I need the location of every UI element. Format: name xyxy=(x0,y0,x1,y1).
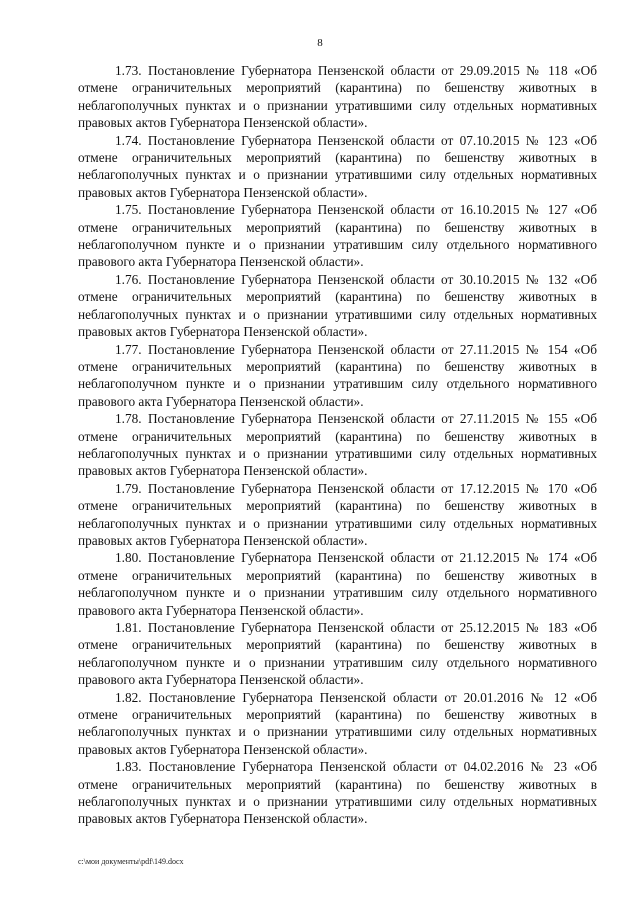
item-title: «Об отмене ограничительных мероприятий (карантина) по бешенству животных в неблагополучном пункте и о признании утратившим силу отдельного нормативного правового акта Губернатора Пензенской области». xyxy=(78,620,597,688)
footer-file-path: c:\мои документы\pdf\149.docx xyxy=(78,857,184,866)
item-heading: Постановление Губернатора Пензенской области от 20.01.2016 № 12 xyxy=(148,689,567,705)
item-number: 1.77. xyxy=(115,341,142,357)
item-title: «Об отмене ограничительных мероприятий (карантина) по бешенству животных в неблагополучных пунктах и о признании утратившими силу отдельных нормативных правовых актов Губернатора Пензенской области». xyxy=(78,132,597,200)
item-number: 1.78. xyxy=(115,411,142,427)
item-number: 1.75. xyxy=(115,202,142,218)
item-heading: Постановление Губернатора Пензенской области от 16.10.2015 № 127 xyxy=(147,202,568,218)
item-number: 1.82. xyxy=(115,689,142,705)
item-title: «Об отмене ограничительных мероприятий (карантина) по бешенству животных в неблагополучных пунктах и о признании утратившими силу отдельных нормативных правовых актов Губернатора Пензенской области». xyxy=(78,759,597,827)
item-title: «Об отмене ограничительных мероприятий (карантина) по бешенству животных в неблагополучных пунктах и о признании утратившими силу отдельных нормативных правовых актов Губернатора Пензенской области». xyxy=(78,689,597,757)
item-title: «Об отмене ограничительных мероприятий (карантина) по бешенству животных в неблагополучном пункте и о признании утратившим силу отдельного нормативного правового акта Губернатора Пензенской области». xyxy=(78,550,597,618)
item-title: «Об отмене ограничительных мероприятий (карантина) по бешенству животных в неблагополучных пунктах и о признании утратившими силу отдельных нормативных правовых актов Губернатора Пензенской области». xyxy=(78,271,597,340)
page-number: 8 xyxy=(317,37,323,49)
list-item xyxy=(78,271,597,341)
item-title: «Об отмене ограничительных мероприятий (карантина) по бешенству животных в неблагополучном пункте и о признании утратившим силу отдельного нормативного правового акта Губернатора Пензенской области». xyxy=(78,202,597,270)
item-title: «Об отмене ограничительных мероприятий (карантина) по бешенству животных в неблагополучных пунктах и о признании утратившими силу отдельных нормативных правовых актов Губернатора Пензенской области». xyxy=(78,480,597,548)
item-heading: Постановление Губернатора Пензенской области от 17.12.2015 № 170 xyxy=(147,480,568,496)
item-heading: Постановление Губернатора Пензенской области от 27.11.2015 № 155 xyxy=(147,411,568,427)
item-number: 1.80. xyxy=(115,550,142,566)
item-title: «Об отмене ограничительных мероприятий (карантина) по бешенству животных в неблагополучных пунктах и о признании утратившими силу отдельных нормативных правовых актов Губернатора Пензенской области». xyxy=(78,411,597,479)
list-item xyxy=(78,132,597,202)
item-number: 1.73. xyxy=(115,63,142,78)
item-number: 1.76. xyxy=(115,271,142,287)
list-item xyxy=(78,619,597,689)
item-heading: Постановление Губернатора Пензенской области от 04.02.2016 № 23 xyxy=(148,759,567,775)
item-title: «Об отмене ограничительных мероприятий (карантина) по бешенству животных в неблагополучном пункте и о признании утратившим силу отдельного нормативного правового акта Губернатора Пензенской области». xyxy=(78,341,597,409)
resolution-list xyxy=(78,62,597,828)
item-heading: Постановление Губернатора Пензенской области от 07.10.2015 № 123 xyxy=(147,132,568,148)
list-item xyxy=(78,62,597,132)
item-heading: Постановление Губернатора Пензенской области от 27.11.2015 № 154 xyxy=(147,341,568,357)
item-title: «Об отмене ограничительных мероприятий (карантина) по бешенству животных в неблагополучных пунктах и о признании утратившими силу отдельных нормативных правовых актов Губернатора Пензенской области». xyxy=(78,63,597,131)
list-item xyxy=(78,341,597,411)
item-heading: Постановление Губернатора Пензенской области от 21.12.2015 № 174 xyxy=(147,550,568,566)
list-item xyxy=(78,410,597,480)
item-number: 1.79. xyxy=(115,480,142,496)
item-number: 1.83. xyxy=(115,759,142,775)
list-item xyxy=(78,549,597,619)
list-item xyxy=(78,758,597,828)
list-item xyxy=(78,201,597,271)
item-heading: Постановление Губернатора Пензенской области от 30.10.2015 № 132 xyxy=(147,271,568,287)
item-number: 1.74. xyxy=(115,132,142,148)
item-number: 1.81. xyxy=(115,620,142,635)
item-heading: Постановление Губернатора Пензенской области от 25.12.2015 № 183 xyxy=(147,620,568,635)
list-item xyxy=(78,689,597,759)
item-heading: Постановление Губернатора Пензенской области от 29.09.2015 № 118 xyxy=(147,63,568,78)
list-item xyxy=(78,480,597,550)
